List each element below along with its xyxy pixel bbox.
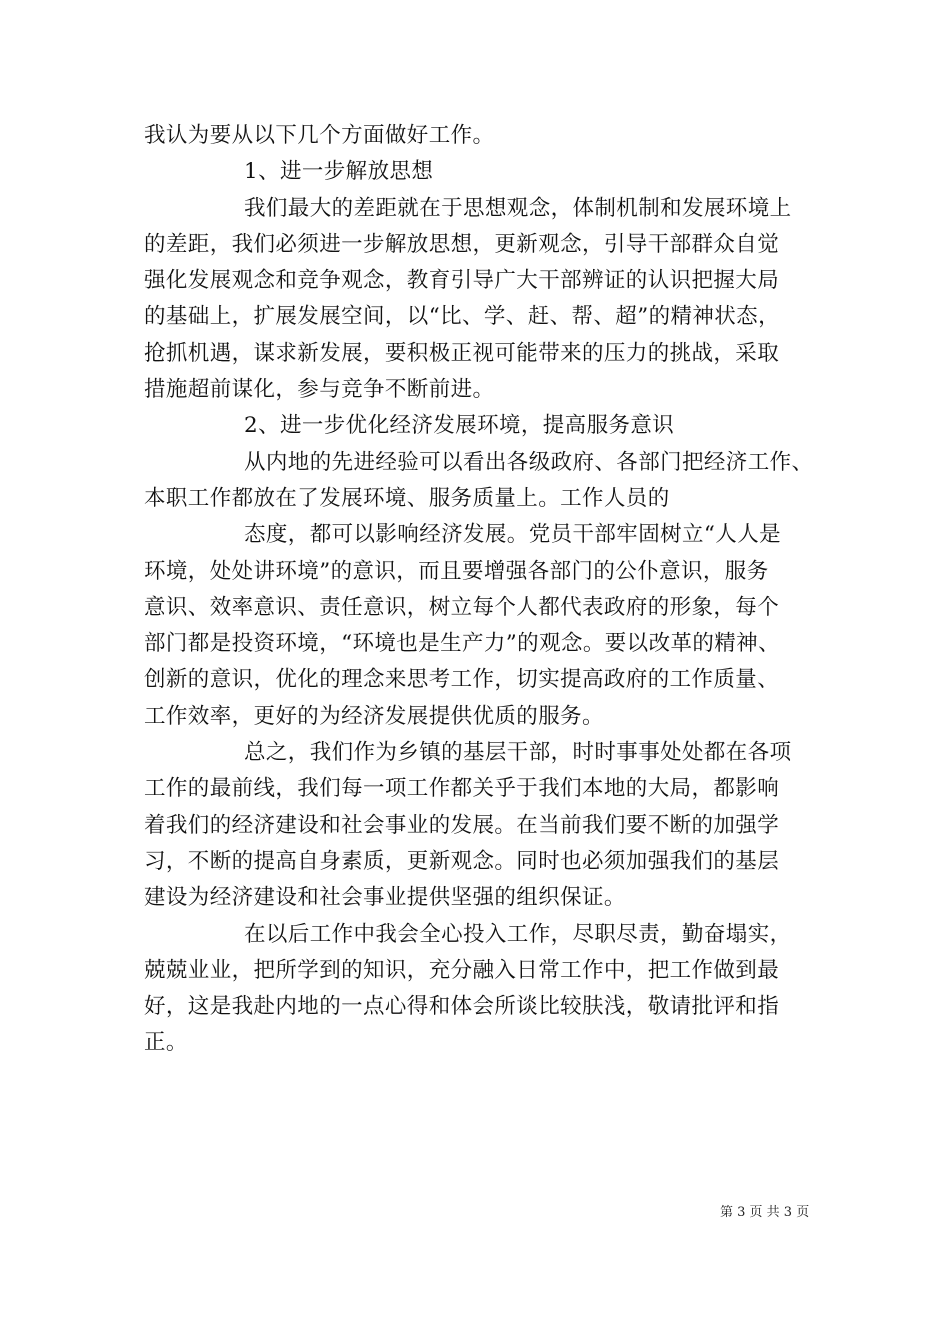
text-line: 正。 [144,1030,188,1056]
text-line: 从内地的先进经验可以看出各级政府、各部门把经济工作、 [244,449,814,475]
text-line: 我们最大的差距就在于思想观念，体制机制和发展环境上 [244,195,792,221]
text-line: 创新的意识，优化的理念来思考工作，切实提高政府的工作质量、 [144,667,780,693]
text-line: 的基础上，扩展发展空间，以“比、学、赶、帮、超”的精神状态， [144,304,780,330]
text-line: 习，不断的提高自身素质，更新观念。同时也必须加强我们的基层 [144,848,780,874]
text-line: 好，这是我赴内地的一点心得和体会所谈比较肤浅，敬请批评和指 [144,994,780,1020]
text-line: 2、进一步优化经济发展环境，提高服务意识 [244,413,675,439]
text-line: 部门都是投资环境，“环境也是生产力”的观念。要以改革的精神、 [144,631,780,657]
page-footer: 第 3 页 共 3 页 [720,1205,810,1220]
document-body [144,118,824,1062]
text-line: 工作的最前线，我们每一项工作都关乎于我们本地的大局，都影响 [144,776,780,802]
text-line: 着我们的经济建设和社会事业的发展。在当前我们要不断的加强学 [144,812,780,838]
text-line: 态度，都可以影响经济发展。党员干部牢固树立“人人是 [244,522,781,548]
text-line: 措施超前谋化，参与竞争不断前进。 [144,377,495,403]
text-line: 意识、效率意识、责任意识，树立每个人都代表政府的形象，每个 [144,594,780,620]
text-line: 的差距，我们必须进一步解放思想，更新观念，引导干部群众自觉 [144,231,780,257]
text-line: 我认为要从以下几个方面做好工作。 [144,123,495,148]
text-line: 1、进一步解放思想 [244,159,434,185]
text-line: 本职工作都放在了发展环境、服务质量上。工作人员的 [144,485,670,511]
text-line: 强化发展观念和竞争观念，教育引导广大干部辨证的认识把握大局 [144,268,780,294]
text-line: 总之，我们作为乡镇的基层干部，时时事事处处都在各项 [244,740,792,766]
text-line: 抢抓机遇，谋求新发展，要积极正视可能带来的压力的挑战，采取 [144,340,780,366]
text-line: 建设为经济建设和社会事业提供坚强的组织保证。 [144,885,626,911]
text-line: 在以后工作中我会全心投入工作，尽职尽责，勤奋塌实， [244,921,792,947]
text-line: 环境，处处讲环境”的意识，而且要增强各部门的公仆意识，服务 [144,558,769,584]
text-line: 兢兢业业，把所学到的知识，充分融入日常工作中，把工作做到最 [144,957,780,983]
text-line: 工作效率，更好的为经济发展提供优质的服务。 [144,703,604,729]
